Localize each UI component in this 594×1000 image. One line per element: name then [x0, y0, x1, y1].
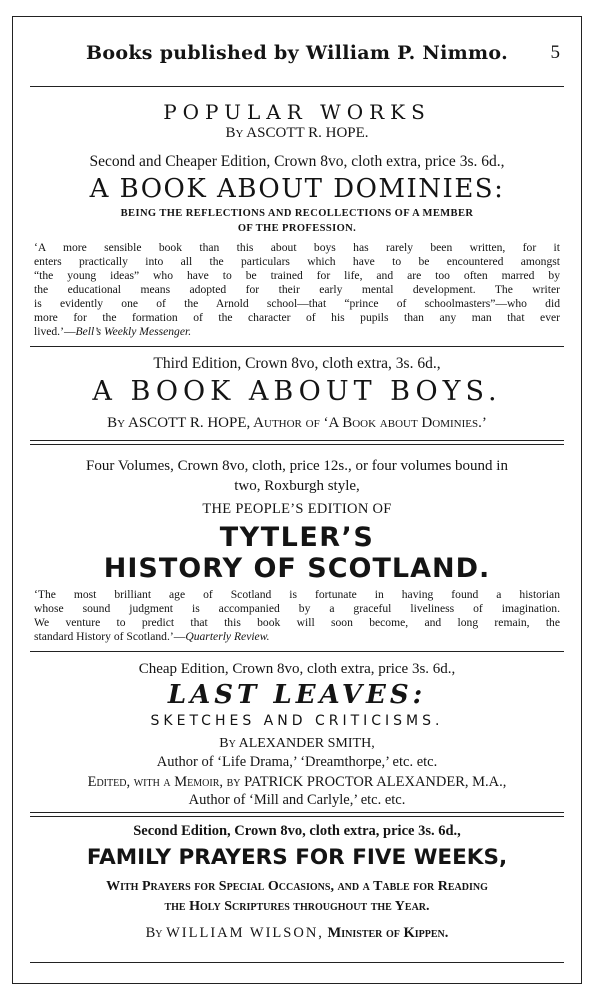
review-line: the educational means adopted for their early mental development. The writer [34, 283, 560, 296]
review-line: We venture to predict that this book will soon become, and long remain, the [34, 616, 560, 629]
review-line: more for the formation of the character of his pupils than any man that ever [34, 311, 560, 324]
author-title: Minister of Kippen. [327, 925, 449, 941]
section-double-rule [30, 812, 564, 817]
header-rule [30, 86, 564, 87]
review-line: enters practically into all the particulars which have to be encountered amongst [34, 255, 560, 268]
subtitle: SKETCHES AND CRITICISMS. [150, 713, 444, 729]
book-title: LAST LEAVES: [167, 680, 427, 710]
section-heading: POPULAR WORKS [163, 100, 431, 124]
book-title-line-2: HISTORY OF SCOTLAND. [103, 553, 491, 584]
book-title: A BOOK ABOUT DOMINIES: [89, 174, 505, 204]
edition-line: Third Edition, Crown 8vo, cloth extra, 3s. 6d., [153, 355, 441, 372]
review-line: “the young ideas” who have to be trained for life, and are too often marred by [34, 269, 560, 282]
book-title-line-1: TYTLER’S [219, 522, 375, 553]
review-line: is evidently one of the Arnold school—that “prince of schoolmasters”—who did [34, 297, 560, 310]
editor-line: Edited, with a Memoir, by PATRICK PROCTOR ALEXANDER, M.A., [87, 774, 507, 790]
section-double-rule [30, 440, 564, 445]
subtitle-line-1: BEING THE REFLECTIONS AND RECOLLECTIONS OF A MEMBER [120, 208, 474, 219]
edition-line: Second and Cheaper Edition, Crown 8vo, cloth extra, price 3s. 6d., [89, 153, 505, 170]
section-rule [30, 346, 564, 347]
byline-by: By [145, 925, 163, 941]
section-rule [30, 651, 564, 652]
running-head: Books published by William P. Nimmo. [86, 42, 508, 64]
review-text: standard History of Scotland.’— [34, 630, 186, 643]
volumes-line-2: two, Roxburgh style, [234, 478, 360, 494]
book-title: A BOOK ABOUT BOYS. [92, 376, 502, 407]
author-byline [32, 925, 562, 942]
page-number: 5 [550, 42, 560, 63]
book-title: FAMILY PRAYERS FOR FIVE WEEKS, [86, 845, 508, 870]
volumes-line-1: Four Volumes, Crown 8vo, cloth, price 12s., or four volumes bound in [86, 458, 508, 474]
review-line [34, 325, 560, 339]
edition-line: Second Edition, Crown 8vo, cloth extra, price 3s. 6d., [133, 823, 461, 839]
author-credits: Author of ‘Life Drama,’ ‘Dreamthorpe,’ etc. etc. [156, 754, 438, 770]
review-line [34, 630, 560, 644]
review-line: whose sound judgment is accompanied by a graceful liveliness of imagination. [34, 602, 560, 615]
edition-line: Cheap Edition, Crown 8vo, cloth extra, price 3s. 6d., [138, 661, 456, 677]
author-byline: By ASCOTT R. HOPE, Author of ‘A Book about Dominies.’ [107, 415, 487, 431]
footer-rule [30, 962, 564, 963]
page-header [0, 40, 594, 68]
review-line: ‘A more sensible book than this about boys has rarely been written, for it [34, 241, 560, 254]
author-byline: By ALEXANDER SMITH, [219, 736, 375, 751]
review-text: lived.’— [34, 325, 76, 338]
review-line: ‘The most brilliant age of Scotland is fortunate in having found a historian [34, 588, 560, 601]
review-source: Bell’s Weekly Messenger. [75, 325, 192, 338]
editor-credits: Author of ‘Mill and Carlyle,’ etc. etc. [188, 792, 406, 808]
edition-line: THE PEOPLE’S EDITION OF [202, 501, 392, 517]
author-byline: By ASCOTT R. HOPE. [225, 125, 369, 141]
subtitle-line-2: OF THE PROFESSION. [237, 223, 357, 234]
review-source: Quarterly Review. [185, 630, 270, 643]
subtitle-line-1: With Prayers for Special Occasions, and a Table for Reading [106, 879, 488, 894]
author-name: WILLIAM WILSON, [166, 925, 324, 941]
subtitle-line-2: the Holy Scriptures throughout the Year. [164, 899, 430, 914]
